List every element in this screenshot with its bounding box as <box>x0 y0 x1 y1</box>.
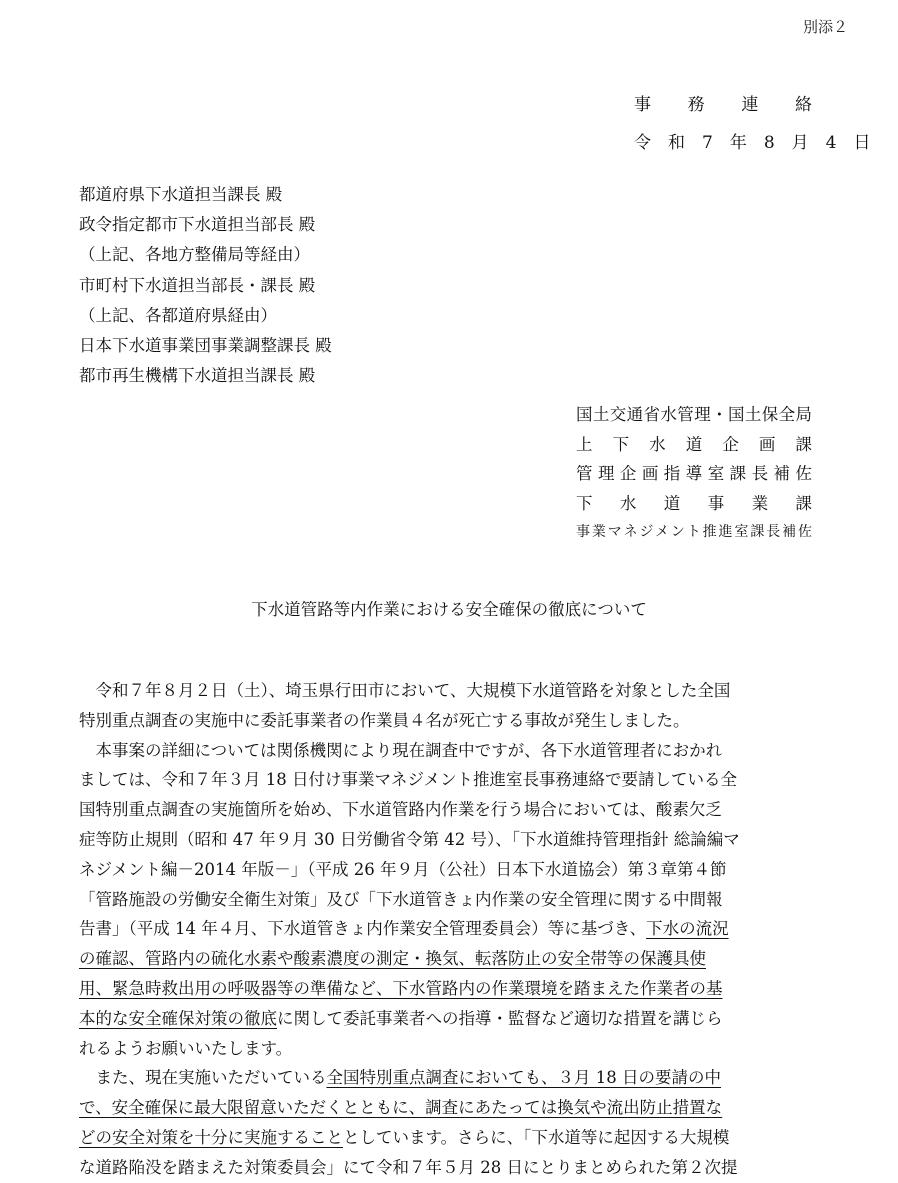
underlined-line: の確認、管路内の硫化水素や酸素濃度の測定・換気、転落防止の安全帯等の保護具使 <box>79 949 706 969</box>
underlined-text: 本的な安全確保対策の徹底 <box>79 1008 277 1028</box>
recipient: 政令指定都市下水道担当部長 殿 <box>79 215 316 235</box>
body-text: としています。さらに、「下水道等に起因する大規模 <box>343 1127 730 1147</box>
recipient-note: （上記、各都道府県経由） <box>79 305 277 325</box>
body-text: また、現在実施いただいている <box>79 1068 327 1088</box>
document-type: 事 務 連 絡 <box>634 95 812 115</box>
document-date: 令 和 7 年 8 月 4 日 <box>634 133 871 153</box>
body-line: 本事案の詳細については関係機関により現在調査中ですが、各下水道管理者におかれ <box>79 740 723 760</box>
sender-position: 管理企画指導室課長補佐 <box>576 464 812 483</box>
body-line <box>79 1063 819 1093</box>
underlined-text: 全国特別重点調査においても、３月 18 日の要請の中 <box>326 1068 721 1088</box>
document-title: 下水道管路等内作業における安全確保の徹底について <box>251 600 647 619</box>
underlined-line: 用、緊急時救出用の呼吸器等の準備など、下水管路内の作業環境を踏まえた作業者の基 <box>79 978 723 998</box>
sender-position: 事業マネジメント推進室課長補佐 <box>576 524 812 540</box>
body-text: に関して委託事業者への指導・監督など適切な措置を講じら <box>277 1008 723 1028</box>
body-line: 国特別重点調査の実施箇所を始め、下水道管路内作業を行う場合においては、酸素欠乏 <box>79 800 722 820</box>
underlined-text: どの安全対策を十分に実施すること <box>79 1127 343 1147</box>
recipient-list <box>79 180 332 391</box>
body-line: 「管路施設の労働安全衛生対策」及び「下水道管きょ内作業の安全管理に関する中間報 <box>79 889 723 909</box>
body-line: 症等防止規則（昭和 47 年９月 30 日労働省令第 42 号）、「下水道維持管理指針 総論編マ <box>79 829 740 849</box>
underlined-text: 下水の流況 <box>646 919 729 939</box>
recipient: 都市再生機構下水道担当課長 殿 <box>79 366 316 386</box>
body-text: 告書」（平成 14 年４月、下水道管きょ内作業安全管理委員会）等に基づき、 <box>79 919 647 939</box>
body-line <box>79 1004 819 1034</box>
sender-bureau: 国土交通省水管理・国土保全局 <box>576 405 812 424</box>
recipient-note: （上記、各地方整備局等経由） <box>79 245 310 265</box>
recipient: 日本下水道事業団事業調整課長 殿 <box>79 336 332 356</box>
sender-division: 上 下 水 道 企 画 課 <box>576 434 812 454</box>
body-line: な道路陥没を踏まえた対策委員会」にて令和７年５月 28 日にとりまとめられた第２次提 <box>79 1157 738 1177</box>
recipient: 市町村下水道担当部長・課長 殿 <box>79 275 316 295</box>
body-line: 令和７年８月２日（土）、埼玉県行田市において、大規模下水道管路を対象とした全国 <box>79 681 731 700</box>
recipient: 都道府県下水道担当課長 殿 <box>79 185 283 204</box>
body-line <box>79 914 819 944</box>
underlined-line: で、安全確保に最大限留意いただくとともに、調査にあたっては換気や流出防止措置な <box>79 1098 723 1118</box>
attachment-label: 別添２ <box>802 18 848 36</box>
body-line: れるようお願いいたします。 <box>79 1038 293 1058</box>
body-line: ネジメント編－2014 年版－」（平成 26 年９月（公社）日本下水道協会）第３章第４節 <box>79 859 727 879</box>
document-body <box>79 676 819 1183</box>
body-line: 特別重点調査の実施中に委託事業者の作業員４名が死亡する事故が発生しました。 <box>79 710 690 730</box>
sender-block <box>576 400 812 548</box>
sender-division: 下 水 道 事 業 課 <box>576 493 812 513</box>
body-line: ましては、令和７年３月 18 日付け事業マネジメント推進室長事務連絡で要請している全 <box>79 770 737 790</box>
body-line <box>79 1123 819 1153</box>
